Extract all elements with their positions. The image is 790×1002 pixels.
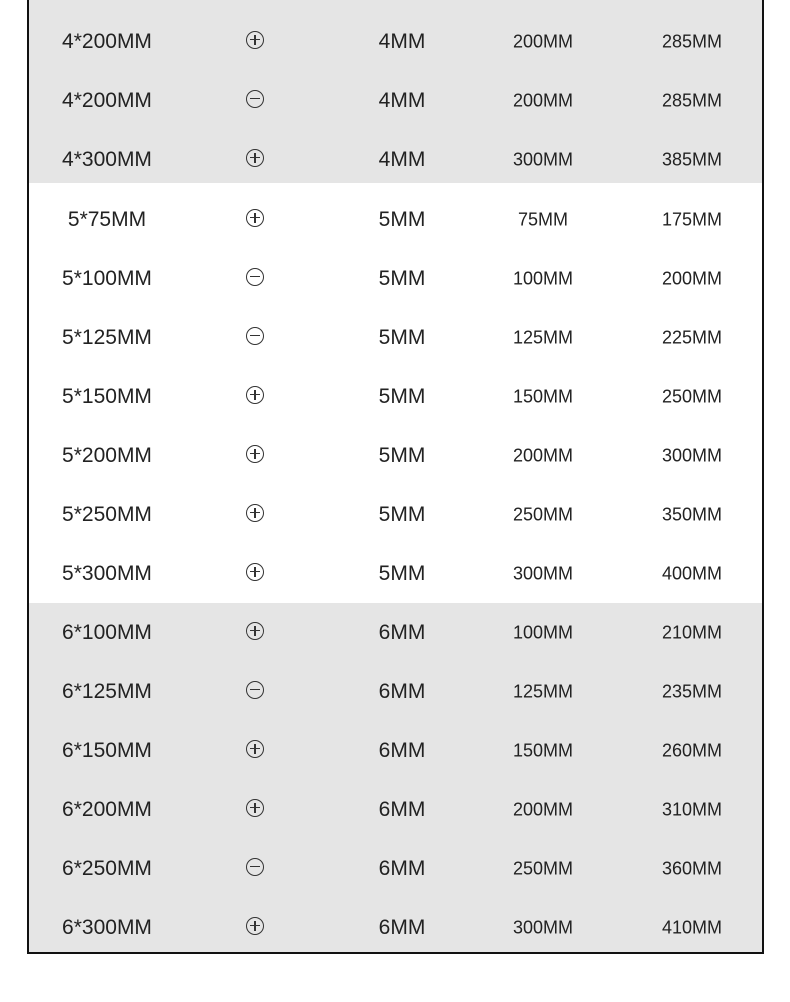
total-length-cell: 200MM [661, 268, 723, 288]
spec-cell: 6*300MM [62, 915, 152, 939]
total-length-cell: 250MM [661, 386, 723, 406]
head-type-cell [246, 915, 264, 941]
spec-cell: 4*200MM [62, 29, 152, 53]
table-row [29, 544, 762, 603]
circled-plus-icon [246, 622, 264, 640]
diameter-cell: 5MM [378, 266, 426, 290]
table-row [29, 190, 762, 249]
total-length-cell: 385MM [661, 149, 723, 169]
total-length-cell: 235MM [661, 681, 723, 701]
length-cell: 200MM [512, 31, 574, 51]
head-type-cell [246, 88, 264, 114]
spec-cell: 5*300MM [62, 561, 152, 585]
circled-plus-icon [246, 445, 264, 463]
length-cell: 200MM [512, 445, 574, 465]
table-row [29, 898, 762, 957]
total-length-cell: 285MM [661, 31, 723, 51]
length-cell: 200MM [512, 799, 574, 819]
length-cell: 200MM [512, 90, 574, 110]
circled-minus-icon [246, 90, 264, 108]
circled-plus-icon [246, 799, 264, 817]
total-length-cell: 410MM [661, 917, 723, 937]
head-type-cell [246, 620, 264, 646]
spec-cell: 5*75MM [67, 207, 147, 231]
circled-plus-icon [246, 563, 264, 581]
circled-minus-icon [246, 268, 264, 286]
circled-minus-icon [246, 681, 264, 699]
spec-cell: 5*100MM [62, 266, 152, 290]
spec-cell: 6*200MM [62, 797, 152, 821]
diameter-cell: 5MM [378, 502, 426, 526]
diameter-cell: 6MM [378, 797, 426, 821]
spec-cell: 6*150MM [62, 738, 152, 762]
circled-minus-icon [246, 858, 264, 876]
circled-plus-icon [246, 149, 264, 167]
diameter-cell: 6MM [378, 738, 426, 762]
total-length-cell: 400MM [661, 563, 723, 583]
head-type-cell [246, 147, 264, 173]
diameter-cell: 5MM [378, 384, 426, 408]
diameter-cell: 5MM [378, 325, 426, 349]
head-type-cell [246, 325, 264, 351]
total-length-cell: 175MM [661, 209, 723, 229]
table-row [29, 367, 762, 426]
circled-minus-icon [246, 327, 264, 345]
spec-table [27, 0, 764, 954]
total-length-cell: 285MM [661, 90, 723, 110]
length-cell: 250MM [512, 858, 574, 878]
head-type-cell [246, 797, 264, 823]
table-row [29, 839, 762, 898]
diameter-cell: 5MM [378, 207, 426, 231]
circled-plus-icon [246, 504, 264, 522]
circled-plus-icon [246, 740, 264, 758]
total-length-cell: 260MM [661, 740, 723, 760]
spec-cell: 5*250MM [62, 502, 152, 526]
length-cell: 150MM [512, 740, 574, 760]
head-type-cell [246, 738, 264, 764]
head-type-cell [246, 443, 264, 469]
diameter-cell: 6MM [378, 620, 426, 644]
total-length-cell: 300MM [661, 445, 723, 465]
length-cell: 250MM [512, 504, 574, 524]
spec-cell: 4*200MM [62, 88, 152, 112]
circled-plus-icon [246, 209, 264, 227]
circled-plus-icon [246, 917, 264, 935]
spec-cell: 5*150MM [62, 384, 152, 408]
table-row [29, 426, 762, 485]
spec-cell: 6*100MM [62, 620, 152, 644]
diameter-cell: 4MM [378, 29, 426, 53]
spec-cell: 5*125MM [62, 325, 152, 349]
length-cell: 300MM [512, 149, 574, 169]
table-row [29, 780, 762, 839]
table-row [29, 485, 762, 544]
length-cell: 125MM [512, 327, 574, 347]
head-type-cell [246, 266, 264, 292]
length-cell: 125MM [512, 681, 574, 701]
total-length-cell: 210MM [661, 622, 723, 642]
total-length-cell: 350MM [661, 504, 723, 524]
spec-cell: 4*300MM [62, 147, 152, 171]
diameter-cell: 6MM [378, 915, 426, 939]
head-type-cell [246, 561, 264, 587]
length-cell: 100MM [512, 622, 574, 642]
total-length-cell: 225MM [661, 327, 723, 347]
circled-plus-icon [246, 31, 264, 49]
head-type-cell [246, 29, 264, 55]
head-type-cell [246, 502, 264, 528]
table-row [29, 662, 762, 721]
spec-cell: 6*125MM [62, 679, 152, 703]
head-type-cell [246, 207, 264, 233]
length-cell: 300MM [512, 917, 574, 937]
total-length-cell: 310MM [661, 799, 723, 819]
table-row [29, 71, 762, 130]
head-type-cell [246, 856, 264, 882]
diameter-cell: 6MM [378, 856, 426, 880]
table-row [29, 308, 762, 367]
head-type-cell [246, 384, 264, 410]
length-cell: 75MM [517, 209, 569, 229]
circled-plus-icon [246, 386, 264, 404]
diameter-cell: 5MM [378, 561, 426, 585]
table-row [29, 130, 762, 189]
diameter-cell: 5MM [378, 443, 426, 467]
table-row [29, 249, 762, 308]
diameter-cell: 6MM [378, 679, 426, 703]
spec-cell: 5*200MM [62, 443, 152, 467]
diameter-cell: 4MM [378, 88, 426, 112]
spec-cell: 6*250MM [62, 856, 152, 880]
table-row [29, 721, 762, 780]
head-type-cell [246, 679, 264, 705]
table-row [29, 603, 762, 662]
table-row [29, 12, 762, 71]
diameter-cell: 4MM [378, 147, 426, 171]
length-cell: 150MM [512, 386, 574, 406]
length-cell: 300MM [512, 563, 574, 583]
total-length-cell: 360MM [661, 858, 723, 878]
length-cell: 100MM [512, 268, 574, 288]
